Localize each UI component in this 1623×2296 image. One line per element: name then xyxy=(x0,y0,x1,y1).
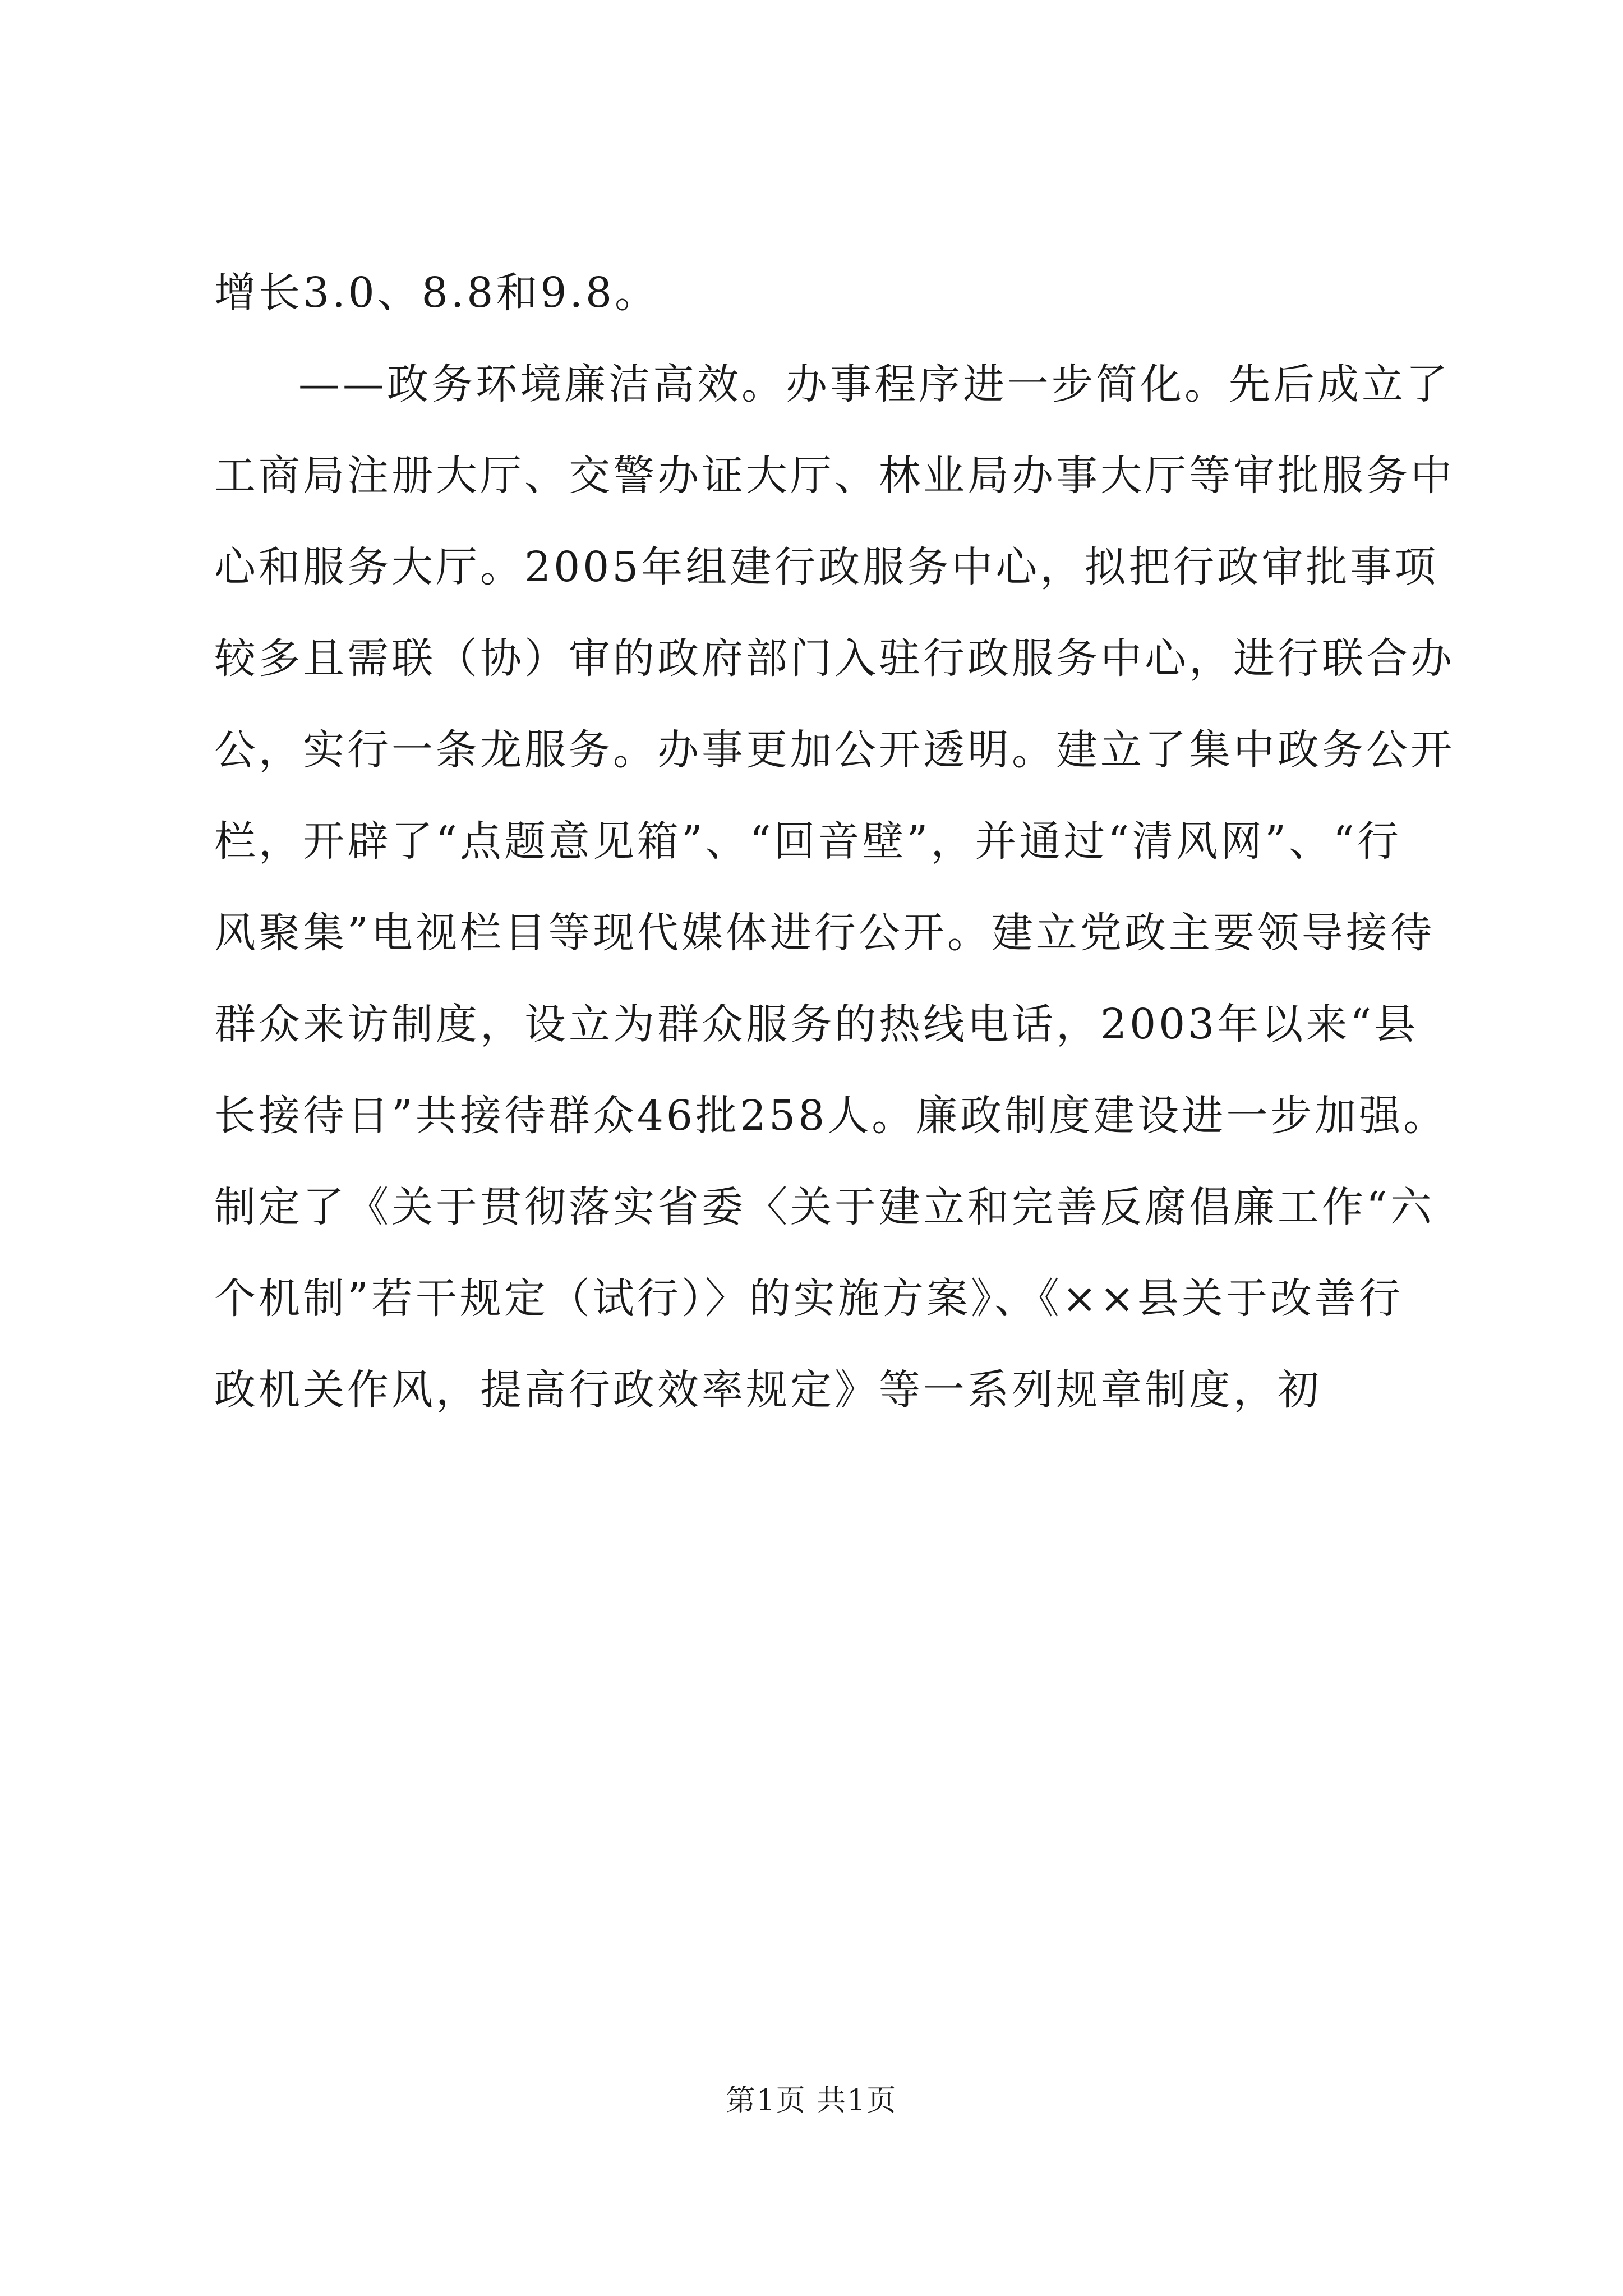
text-line: 群众来访制度，设立为群众服务的热线电话，2003年以来“县 xyxy=(214,1000,1419,1048)
text-line: 长接待日”共接待群众46批258人。廉政制度建设进一步加强。 xyxy=(214,1092,1448,1140)
text-line: 较多且需联（协）审的政府部门入驻行政服务中心，进行联合办 xyxy=(214,634,1455,683)
page-footer: 第1页 共1页 xyxy=(726,2084,897,2118)
text-line: 公，实行一条龙服务。办事更加公开透明。建立了集中政务公开 xyxy=(214,726,1455,774)
text-line: 工商局注册大厅、交警办证大厅、林业局办事大厅等审批服务中 xyxy=(214,452,1455,500)
text-line: 心和服务大厅。2005年组建行政服务中心，拟把行政审批事项 xyxy=(214,543,1439,591)
text-line: 增长3.0、8.8和9.8。 xyxy=(214,269,660,317)
text-line: 个机制”若干规定（试行）〉的实施方案》、《××县关于改善行 xyxy=(214,1274,1403,1323)
text-line: 制定了《关于贯彻落实省委〈关于建立和完善反腐倡廉工作“六 xyxy=(214,1183,1435,1231)
text-line: ——政务环境廉洁高效。办事程序进一步简化。先后成立了 xyxy=(298,360,1450,408)
text-line: 风聚集”电视栏目等现代媒体进行公开。建立党政主要领导接待 xyxy=(214,909,1435,957)
text-line: 栏，开辟了“点题意见箱”、“回音壁”，并通过“清风网”、“行 xyxy=(214,817,1401,866)
text-line: 政机关作风，提高行政效率规定》等一系列规章制度，初 xyxy=(214,1366,1322,1414)
